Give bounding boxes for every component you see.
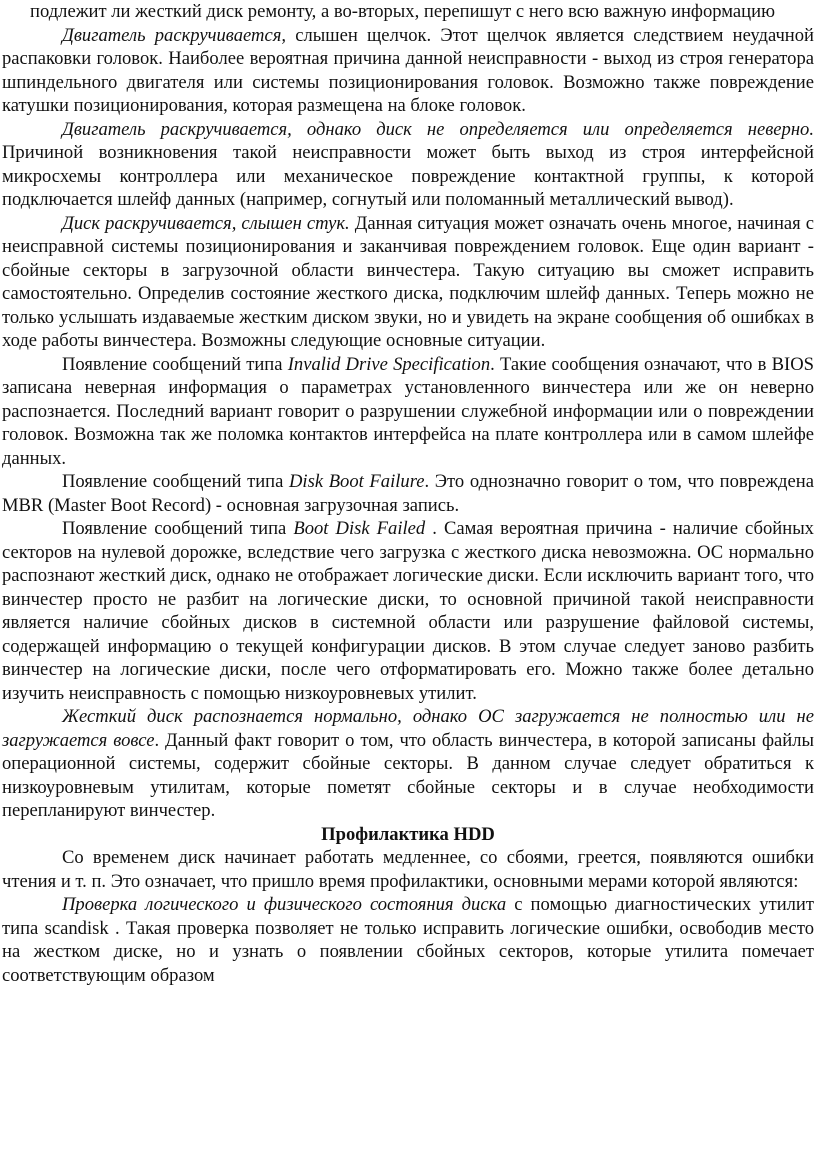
paragraph-text: Причиной возникновения такой неисправности может быть выход из строя интерфейсной микросхемы контроллера или механическое повреждение контактной группы, к которой подключается шлейф данных (например, согнутый или поломанный металлический вывод). (2, 142, 814, 210)
section-intro: Со временем диск начинает работать медленнее, со сбоями, греется, появляются ошибки чтения и т. п. Это означает, что пришло время профилактики, основными мерами которой являются: (2, 847, 814, 892)
paragraph-lead: Двигатель раскручивается, (62, 24, 286, 46)
paragraph-boot-disk-failed (2, 517, 814, 705)
paragraph-text: . Такие сообщения означают, что в BIOS записана неверная информация о параметрах установленного винчестера или же он неверно распознается. Последний вариант говорит о разрушении служебной информации или о повреждении головок. Возможна так же поломка контактов интерфейса на плате контроллера или в самом шлейфе данных. (2, 353, 814, 469)
paragraph-knock (2, 212, 814, 353)
paragraph-continuation (2, 0, 814, 24)
paragraph-lead: Жесткий диск распознается нормально, однако ОС загружается не полностью или не загружается вовсе (2, 706, 814, 751)
error-message-name: Invalid Drive Specification (287, 353, 491, 375)
paragraph-pre: Появление сообщений типа (62, 471, 289, 492)
paragraph-lead: Двигатель раскручивается, однако диск не определяется или определяется неверно. (62, 118, 814, 140)
paragraph-text: Данная ситуация может означать очень многое, начиная с неисправной системы позиционирования и заканчивая повреждением головок. Еще один вариант - сбойные секторы в загрузочной области винчестера. Такую ситуацию вы сможет исправить самостоятельно. Определив состояние жесткого диска, подключим шлейф данных. Теперь можно не только услышать издаваемые жестким диском звуки, но и увидеть на экране сообщения об ошибках в ходе работы винчестера. Возможны следующие основные ситуации. (2, 212, 814, 351)
paragraph-text: . Данный факт говорит о том, что область винчестера, в которой записаны файлы операционной системы, содержит сбойные секторы. В данном случае следует обратиться к низкоуровневым утилитам, которые пометят сбойные секторы и в случае необходимости перепланируют винчестер. (2, 729, 814, 821)
item-lead: Проверка логического и физического состояния диска (62, 894, 507, 915)
paragraph-os-not-loading (2, 705, 814, 823)
error-message-name: Disk Boot Failure (289, 471, 425, 492)
paragraph-text: подлежит ли жесткий диск ремонту, а во-вторых, перепишут с него всю важную информацию (30, 1, 775, 22)
paragraph-invalid-drive (2, 353, 814, 471)
section-heading: Профилактика HDD (321, 823, 495, 845)
paragraph-pre: Появление сообщений типа (62, 353, 288, 375)
paragraph-pre: Появление сообщений типа (62, 518, 294, 539)
paragraph-engine-click (2, 24, 814, 118)
paragraph-not-detected (2, 118, 814, 212)
paragraph-disk-boot-failure (2, 470, 814, 517)
paragraph-lead: Диск раскручивается, слышен стук. (62, 212, 350, 234)
item-text: с помощью диагностических утилит типа scandisk . Такая проверка позволяет не только исправить логические ошибки, освободив место на жестком диске, но и узнать о появлении сбойных секторов, которые утилита помечает соответствующим образом (2, 894, 814, 986)
section-item-check (2, 893, 814, 987)
error-message-name: Boot Disk Failed (293, 518, 426, 539)
paragraph-text: слышен щелчок. Этот щелчок является следствием неудачной распаковки головок. Наиболее вероятная причина данной неисправности - выход из строя генератора шпиндельного двигателя или системы позиционирования головок. Возможно также повреждение катушки позиционирования, которая размещена на блоке головок. (2, 24, 814, 116)
paragraph-text: . Это однозначно говорит о том, что повреждена MBR (Master Boot Record) - основная загрузочная запись. (2, 471, 814, 516)
paragraph-text: . Самая вероятная причина - наличие сбойных секторов на нулевой дорожке, вследствие чего загрузка с жесткого диска невозможна. ОС нормально распознают жесткий диск, однако не отображает логические диски. Если исключить вариант того, что винчестер просто не разбит на логические диски, то основной причиной такой неисправности является наличие сбойных дисков в системной области или разрушение файловой системы, содержащей информацию о текущей конфигурации дисков. В этом случае следует заново разбить винчестер на логические диски, после чего отформатировать его. Можно также более детально изучить неисправность с помощью низкоуровневых утилит. (2, 518, 814, 704)
